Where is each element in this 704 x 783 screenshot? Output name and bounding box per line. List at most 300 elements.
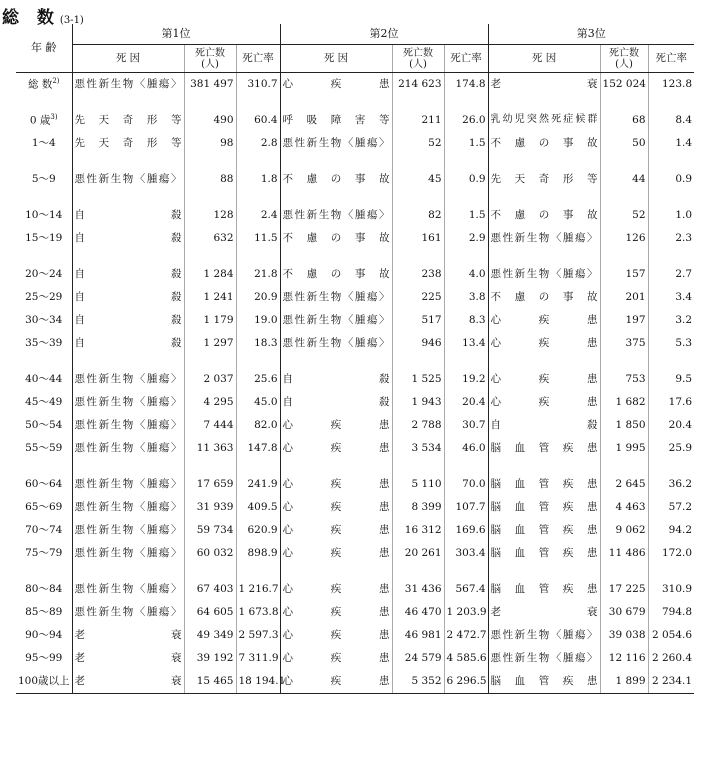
age-cell bbox=[16, 647, 72, 670]
rank1-rate: 7 311.9 bbox=[236, 647, 280, 670]
rank3-rate: 310.9 bbox=[662, 582, 693, 595]
rank2-cause: 不 慮 の 事 故 bbox=[280, 168, 392, 191]
age-cell bbox=[16, 309, 72, 332]
age-cell bbox=[16, 286, 72, 309]
rank3-cause: 心 疾 患 bbox=[488, 391, 600, 414]
rank1-deaths: 7 444 bbox=[184, 414, 236, 437]
table-row bbox=[16, 647, 694, 670]
rank1-deaths: 59 734 bbox=[184, 519, 236, 542]
rank1-deaths: 39 192 bbox=[184, 647, 236, 670]
rank3-rate: 1.4 bbox=[675, 136, 693, 149]
rank3-rate: 9.5 bbox=[675, 372, 693, 385]
age-label: 15～19 bbox=[25, 231, 63, 244]
rank1-rate: 1.8 bbox=[236, 168, 280, 191]
rank1-deaths: 632 bbox=[184, 227, 236, 250]
rank1-deaths: 1 297 bbox=[184, 332, 236, 355]
rank3-rate: 20.4 bbox=[668, 418, 693, 431]
spacer-cell bbox=[16, 565, 72, 578]
age-label: 1～4 bbox=[31, 136, 56, 149]
rank2-cause: 不 慮 の 事 故 bbox=[280, 227, 392, 250]
spacer-cell bbox=[488, 565, 600, 578]
spacer-cell bbox=[392, 191, 444, 204]
spacer-cell bbox=[648, 355, 694, 368]
rank3-cause: 不 慮 の 事 故 bbox=[488, 286, 600, 309]
spacer-cell bbox=[600, 355, 648, 368]
spacer-cell bbox=[444, 191, 488, 204]
spacer-cell bbox=[444, 565, 488, 578]
rank1-rate: 409.5 bbox=[236, 496, 280, 519]
age-label: 50～54 bbox=[25, 418, 63, 431]
rank2-rate: 2.9 bbox=[444, 227, 488, 250]
header-rate-3: 死亡率 bbox=[648, 45, 694, 73]
rank1-rate: 11.5 bbox=[236, 227, 280, 250]
header-deaths-unit: (人) bbox=[201, 58, 219, 70]
rank1-deaths: 64 605 bbox=[184, 601, 236, 624]
spacer-cell bbox=[184, 96, 236, 109]
rank1-rate: 1 673.8 bbox=[236, 601, 280, 624]
spacer-cell bbox=[236, 565, 280, 578]
rank3-cause: 脳 血 管 疾 患 bbox=[488, 473, 600, 496]
spacer-cell bbox=[488, 155, 600, 168]
spacer-cell bbox=[392, 565, 444, 578]
rank2-rate: 4 585.6 bbox=[444, 647, 488, 670]
rank3-cause: 悪性新生物〈腫瘍〉 bbox=[488, 263, 600, 286]
rank2-deaths: 46 981 bbox=[392, 624, 444, 647]
age-cell bbox=[16, 332, 72, 355]
header-deaths-unit: (人) bbox=[615, 58, 633, 70]
rank3-rate: 2 234.1 bbox=[648, 670, 694, 694]
table-row bbox=[16, 473, 694, 496]
rank2-cause: 悪性新生物〈腫瘍〉 bbox=[280, 309, 392, 332]
header-rank-3: 第3位 bbox=[488, 24, 694, 45]
rank2-deaths: 214 623 bbox=[392, 73, 444, 97]
rank3-cause: 悪性新生物〈腫瘍〉 bbox=[488, 624, 600, 647]
rank1-cause: 自 殺 bbox=[72, 263, 184, 286]
rank3-deaths: 1 995 bbox=[600, 437, 648, 460]
spacer-cell bbox=[236, 355, 280, 368]
table-row bbox=[16, 263, 694, 286]
spacer-cell bbox=[488, 355, 600, 368]
row-spacer bbox=[16, 155, 694, 168]
spacer-cell bbox=[444, 155, 488, 168]
spacer-cell bbox=[648, 191, 694, 204]
rank3-cause: 老 衰 bbox=[488, 73, 600, 97]
rank1-rate: 2 597.3 bbox=[236, 624, 280, 647]
rank2-cause: 心 疾 患 bbox=[280, 542, 392, 565]
spacer-cell bbox=[16, 191, 72, 204]
spacer-cell bbox=[392, 460, 444, 473]
rank2-deaths: 225 bbox=[392, 286, 444, 309]
age-cell bbox=[16, 473, 72, 496]
rank2-deaths: 1 943 bbox=[392, 391, 444, 414]
rank2-deaths: 5 110 bbox=[392, 473, 444, 496]
rank3-cause: 悪性新生物〈腫瘍〉 bbox=[488, 647, 600, 670]
rank3-cause: 老 衰 bbox=[488, 601, 600, 624]
spacer-cell bbox=[280, 250, 392, 263]
rank1-rate: 21.8 bbox=[236, 263, 280, 286]
header-deaths-label: 死亡数 bbox=[195, 47, 225, 59]
header-column-row bbox=[16, 45, 694, 73]
rank1-cause: 悪性新生物〈腫瘍〉 bbox=[72, 496, 184, 519]
rank1-deaths: 88 bbox=[184, 168, 236, 191]
spacer-cell bbox=[16, 155, 72, 168]
rank1-rate: 620.9 bbox=[236, 519, 280, 542]
rank2-cause: 心 疾 患 bbox=[280, 670, 392, 694]
spacer-cell bbox=[184, 191, 236, 204]
spacer-cell bbox=[648, 565, 694, 578]
rank3-cause: 自 殺 bbox=[488, 414, 600, 437]
rank2-cause: 不 慮 の 事 故 bbox=[280, 263, 392, 286]
rank1-rate: 241.9 bbox=[236, 473, 280, 496]
rank3-cause: 脳 血 管 疾 患 bbox=[488, 578, 600, 601]
rank2-deaths: 31 436 bbox=[392, 578, 444, 601]
header-deaths-label: 死亡数 bbox=[403, 47, 434, 59]
age-cell bbox=[16, 73, 72, 97]
rank3-rate: 2.7 bbox=[675, 267, 693, 280]
age-label: 25～29 bbox=[25, 290, 63, 303]
rank1-rate: 18.3 bbox=[236, 332, 280, 355]
header-deaths-unit: (人) bbox=[409, 58, 427, 70]
spacer-cell bbox=[488, 191, 600, 204]
age-cell bbox=[16, 437, 72, 460]
rank1-rate: 310.7 bbox=[236, 73, 280, 97]
spacer-cell bbox=[16, 250, 72, 263]
spacer-cell bbox=[72, 460, 184, 473]
rank2-deaths: 238 bbox=[392, 263, 444, 286]
title-sub: (3-1) bbox=[59, 15, 84, 26]
age-label: 30～34 bbox=[25, 313, 63, 326]
rank2-deaths: 52 bbox=[392, 132, 444, 155]
spacer-cell bbox=[236, 155, 280, 168]
rank2-deaths: 161 bbox=[392, 227, 444, 250]
table-row bbox=[16, 132, 694, 155]
title-main: 総 数 bbox=[2, 8, 60, 28]
rank1-cause: 悪性新生物〈腫瘍〉 bbox=[72, 368, 184, 391]
header-deaths-label: 死亡数 bbox=[609, 47, 640, 59]
rank3-deaths: 17 225 bbox=[600, 578, 648, 601]
rank3-rate: 3.4 bbox=[675, 290, 693, 303]
rank2-rate: 19.2 bbox=[444, 368, 488, 391]
rank1-rate: 25.6 bbox=[236, 368, 280, 391]
rank3-deaths: 2 645 bbox=[600, 473, 648, 496]
rank2-cause: 悪性新生物〈腫瘍〉 bbox=[280, 286, 392, 309]
rank3-cause: 脳 血 管 疾 患 bbox=[488, 670, 600, 694]
rank2-rate: 1.5 bbox=[444, 132, 488, 155]
rank2-rate: 46.0 bbox=[444, 437, 488, 460]
spacer-cell bbox=[280, 460, 392, 473]
rank3-rate: 17.6 bbox=[668, 395, 693, 408]
rank3-deaths: 52 bbox=[600, 204, 648, 227]
rank3-deaths: 50 bbox=[600, 132, 648, 155]
rank3-deaths: 68 bbox=[600, 109, 648, 132]
table-row bbox=[16, 519, 694, 542]
rank1-cause: 自 殺 bbox=[72, 309, 184, 332]
age-label: 5～9 bbox=[31, 172, 56, 185]
table-row bbox=[16, 437, 694, 460]
rank1-cause: 老 衰 bbox=[72, 670, 184, 694]
rank2-rate: 20.4 bbox=[444, 391, 488, 414]
rank3-rate: 0.9 bbox=[675, 172, 693, 185]
rank1-deaths: 490 bbox=[184, 109, 236, 132]
rank1-rate: 2.4 bbox=[236, 204, 280, 227]
rank3-deaths: 375 bbox=[600, 332, 648, 355]
spacer-cell bbox=[600, 460, 648, 473]
spacer-cell bbox=[72, 155, 184, 168]
rank3-rate: 2 260.4 bbox=[651, 651, 693, 664]
rank1-deaths: 2 037 bbox=[184, 368, 236, 391]
spacer-cell bbox=[72, 191, 184, 204]
rank2-rate: 303.4 bbox=[444, 542, 488, 565]
age-cell bbox=[16, 204, 72, 227]
table-body bbox=[16, 73, 694, 694]
spacer-cell bbox=[444, 460, 488, 473]
age-label: 65～69 bbox=[25, 500, 63, 513]
rank1-cause: 悪性新生物〈腫瘍〉 bbox=[72, 73, 184, 97]
rank2-deaths: 1 525 bbox=[392, 368, 444, 391]
header-deaths-3 bbox=[600, 45, 648, 73]
age-cell bbox=[16, 132, 72, 155]
age-cell bbox=[16, 227, 72, 250]
rank3-rate: 2 054.6 bbox=[651, 628, 693, 641]
rank2-deaths: 2 788 bbox=[392, 414, 444, 437]
rank2-rate: 174.8 bbox=[444, 73, 488, 97]
rank2-rate: 3.8 bbox=[444, 286, 488, 309]
rank3-cause: 心 疾 患 bbox=[488, 368, 600, 391]
rank2-cause: 悪性新生物〈腫瘍〉 bbox=[280, 132, 392, 155]
rank3-cause: 脳 血 管 疾 患 bbox=[488, 496, 600, 519]
age-label: 45～49 bbox=[25, 395, 63, 408]
age-label: 60～64 bbox=[25, 477, 63, 490]
spacer-cell bbox=[648, 460, 694, 473]
footnote-marker: 2) bbox=[52, 77, 60, 86]
rank2-rate: 13.4 bbox=[444, 332, 488, 355]
rank3-rate: 2.3 bbox=[675, 231, 693, 244]
rank3-rate: 172.0 bbox=[662, 546, 693, 559]
rank3-rate: 8.4 bbox=[675, 113, 693, 126]
age-cell bbox=[16, 414, 72, 437]
spacer-cell bbox=[392, 96, 444, 109]
rank2-deaths: 5 352 bbox=[392, 670, 444, 694]
spacer-cell bbox=[648, 250, 694, 263]
rank3-rate: 123.8 bbox=[662, 77, 693, 90]
spacer-cell bbox=[392, 155, 444, 168]
spacer-cell bbox=[280, 355, 392, 368]
rank2-deaths: 46 470 bbox=[392, 601, 444, 624]
rank1-cause: 悪性新生物〈腫瘍〉 bbox=[72, 601, 184, 624]
spacer-cell bbox=[280, 155, 392, 168]
age-label: 75～79 bbox=[25, 546, 63, 559]
spacer-cell bbox=[16, 355, 72, 368]
age-label: 40～44 bbox=[25, 372, 63, 385]
spacer-cell bbox=[444, 250, 488, 263]
rank1-deaths: 128 bbox=[184, 204, 236, 227]
table-row bbox=[16, 578, 694, 601]
spacer-cell bbox=[600, 155, 648, 168]
spacer-cell bbox=[184, 460, 236, 473]
rank3-cause: 先 天 奇 形 等 bbox=[488, 168, 600, 191]
rank2-rate: 6 296.5 bbox=[444, 670, 488, 694]
rank1-deaths: 98 bbox=[184, 132, 236, 155]
rank2-deaths: 946 bbox=[392, 332, 444, 355]
rank2-cause: 悪性新生物〈腫瘍〉 bbox=[280, 332, 392, 355]
rank2-cause: 自 殺 bbox=[280, 368, 392, 391]
rank1-deaths: 381 497 bbox=[184, 73, 236, 97]
rank3-rate: 794.8 bbox=[662, 605, 693, 618]
rank1-cause: 自 殺 bbox=[72, 332, 184, 355]
header-rank-2: 第2位 bbox=[280, 24, 488, 45]
rank2-cause: 悪性新生物〈腫瘍〉 bbox=[280, 204, 392, 227]
age-label: 総 数 bbox=[27, 78, 53, 91]
rank3-deaths: 157 bbox=[600, 263, 648, 286]
spacer-cell bbox=[72, 96, 184, 109]
rank3-deaths: 197 bbox=[600, 309, 648, 332]
table-row bbox=[16, 414, 694, 437]
table-row bbox=[16, 601, 694, 624]
table-row bbox=[16, 168, 694, 191]
rank2-rate: 567.4 bbox=[444, 578, 488, 601]
rank3-cause: 脳 血 管 疾 患 bbox=[488, 519, 600, 542]
spacer-cell bbox=[236, 250, 280, 263]
rank2-deaths: 82 bbox=[392, 204, 444, 227]
spacer-cell bbox=[72, 250, 184, 263]
rank1-rate: 45.0 bbox=[236, 391, 280, 414]
rank1-cause: 自 殺 bbox=[72, 204, 184, 227]
rank3-deaths: 9 062 bbox=[600, 519, 648, 542]
spacer-cell bbox=[600, 565, 648, 578]
row-spacer bbox=[16, 565, 694, 578]
age-cell bbox=[16, 578, 72, 601]
header-age: 年 齢 bbox=[16, 24, 72, 73]
table-row bbox=[16, 227, 694, 250]
row-spacer bbox=[16, 250, 694, 263]
rank2-cause: 心 疾 患 bbox=[280, 437, 392, 460]
rank1-cause: 老 衰 bbox=[72, 647, 184, 670]
rank1-cause: 自 殺 bbox=[72, 286, 184, 309]
spacer-cell bbox=[648, 155, 694, 168]
age-cell bbox=[16, 263, 72, 286]
age-label: 90～94 bbox=[25, 628, 63, 641]
rank1-cause: 悪性新生物〈腫瘍〉 bbox=[72, 437, 184, 460]
spacer-cell bbox=[648, 96, 694, 109]
page-title bbox=[2, 3, 84, 28]
rank1-deaths: 17 659 bbox=[184, 473, 236, 496]
rank1-deaths: 4 295 bbox=[184, 391, 236, 414]
age-label: 0 歳 bbox=[29, 114, 51, 127]
age-label: 70～74 bbox=[25, 523, 63, 536]
rank2-cause: 自 殺 bbox=[280, 391, 392, 414]
rank1-rate: 19.0 bbox=[236, 309, 280, 332]
age-label: 10～14 bbox=[25, 208, 63, 221]
rank1-cause: 悪性新生物〈腫瘍〉 bbox=[72, 168, 184, 191]
rank3-deaths: 1 899 bbox=[600, 670, 648, 694]
rank2-rate: 26.0 bbox=[444, 109, 488, 132]
spacer-cell bbox=[600, 191, 648, 204]
table-row bbox=[16, 73, 694, 97]
rank1-deaths: 1 179 bbox=[184, 309, 236, 332]
rank2-cause: 呼 吸 障 害 等 bbox=[280, 109, 392, 132]
age-cell bbox=[16, 168, 72, 191]
rank3-rate: 25.9 bbox=[668, 441, 693, 454]
row-spacer bbox=[16, 355, 694, 368]
age-label: 100歳以上 bbox=[18, 674, 70, 687]
rank2-deaths: 45 bbox=[392, 168, 444, 191]
table-row bbox=[16, 542, 694, 565]
header-cause-1: 死 因 bbox=[72, 45, 184, 73]
age-label: 80～84 bbox=[25, 582, 63, 595]
rank1-cause: 悪性新生物〈腫瘍〉 bbox=[72, 542, 184, 565]
table-row bbox=[16, 204, 694, 227]
table-row bbox=[16, 624, 694, 647]
age-cell bbox=[16, 496, 72, 519]
spacer-cell bbox=[600, 250, 648, 263]
age-cell bbox=[16, 601, 72, 624]
spacer-cell bbox=[72, 355, 184, 368]
header-rank-row bbox=[16, 24, 694, 45]
rank1-cause: 先 天 奇 形 等 bbox=[72, 132, 184, 155]
rank1-deaths: 31 939 bbox=[184, 496, 236, 519]
header-deaths-2 bbox=[392, 45, 444, 73]
rank2-cause: 心 疾 患 bbox=[280, 73, 392, 97]
age-label: 85～89 bbox=[25, 605, 63, 618]
rank2-rate: 1.5 bbox=[444, 204, 488, 227]
spacer-cell bbox=[184, 155, 236, 168]
rank2-rate: 8.3 bbox=[444, 309, 488, 332]
rank3-cause: 心 疾 患 bbox=[488, 309, 600, 332]
spacer-cell bbox=[184, 250, 236, 263]
rank2-cause: 心 疾 患 bbox=[280, 578, 392, 601]
spacer-cell bbox=[280, 565, 392, 578]
rank3-cause: 悪性新生物〈腫瘍〉 bbox=[488, 227, 600, 250]
spacer-cell bbox=[488, 460, 600, 473]
rank2-cause: 心 疾 患 bbox=[280, 647, 392, 670]
rank1-deaths: 67 403 bbox=[184, 578, 236, 601]
rank1-cause: 悪性新生物〈腫瘍〉 bbox=[72, 391, 184, 414]
rank1-cause: 悪性新生物〈腫瘍〉 bbox=[72, 519, 184, 542]
spacer-cell bbox=[236, 460, 280, 473]
rank3-deaths: 152 024 bbox=[600, 73, 648, 97]
rank3-rate: 1.0 bbox=[675, 208, 693, 221]
spacer-cell bbox=[392, 355, 444, 368]
table-row bbox=[16, 496, 694, 519]
rank1-deaths: 11 363 bbox=[184, 437, 236, 460]
rank1-rate: 898.9 bbox=[236, 542, 280, 565]
rank2-deaths: 3 534 bbox=[392, 437, 444, 460]
spacer-cell bbox=[184, 565, 236, 578]
rank2-rate: 0.9 bbox=[444, 168, 488, 191]
rank2-rate: 4.0 bbox=[444, 263, 488, 286]
age-cell bbox=[16, 368, 72, 391]
rank3-cause: 脳 血 管 疾 患 bbox=[488, 542, 600, 565]
age-cell bbox=[16, 624, 72, 647]
rank3-deaths: 201 bbox=[600, 286, 648, 309]
spacer-cell bbox=[280, 191, 392, 204]
spacer-cell bbox=[600, 96, 648, 109]
spacer-cell bbox=[488, 250, 600, 263]
rank3-cause: 脳 血 管 疾 患 bbox=[488, 437, 600, 460]
row-spacer bbox=[16, 96, 694, 109]
rank3-deaths: 30 679 bbox=[600, 601, 648, 624]
table-row bbox=[16, 368, 694, 391]
table-row bbox=[16, 309, 694, 332]
rank2-deaths: 211 bbox=[392, 109, 444, 132]
rank2-deaths: 517 bbox=[392, 309, 444, 332]
rank2-cause: 心 疾 患 bbox=[280, 473, 392, 496]
spacer-cell bbox=[72, 565, 184, 578]
rank3-deaths: 1 850 bbox=[600, 414, 648, 437]
age-cell bbox=[16, 391, 72, 414]
header-rate-1: 死亡率 bbox=[236, 45, 280, 73]
table-row bbox=[16, 109, 694, 132]
